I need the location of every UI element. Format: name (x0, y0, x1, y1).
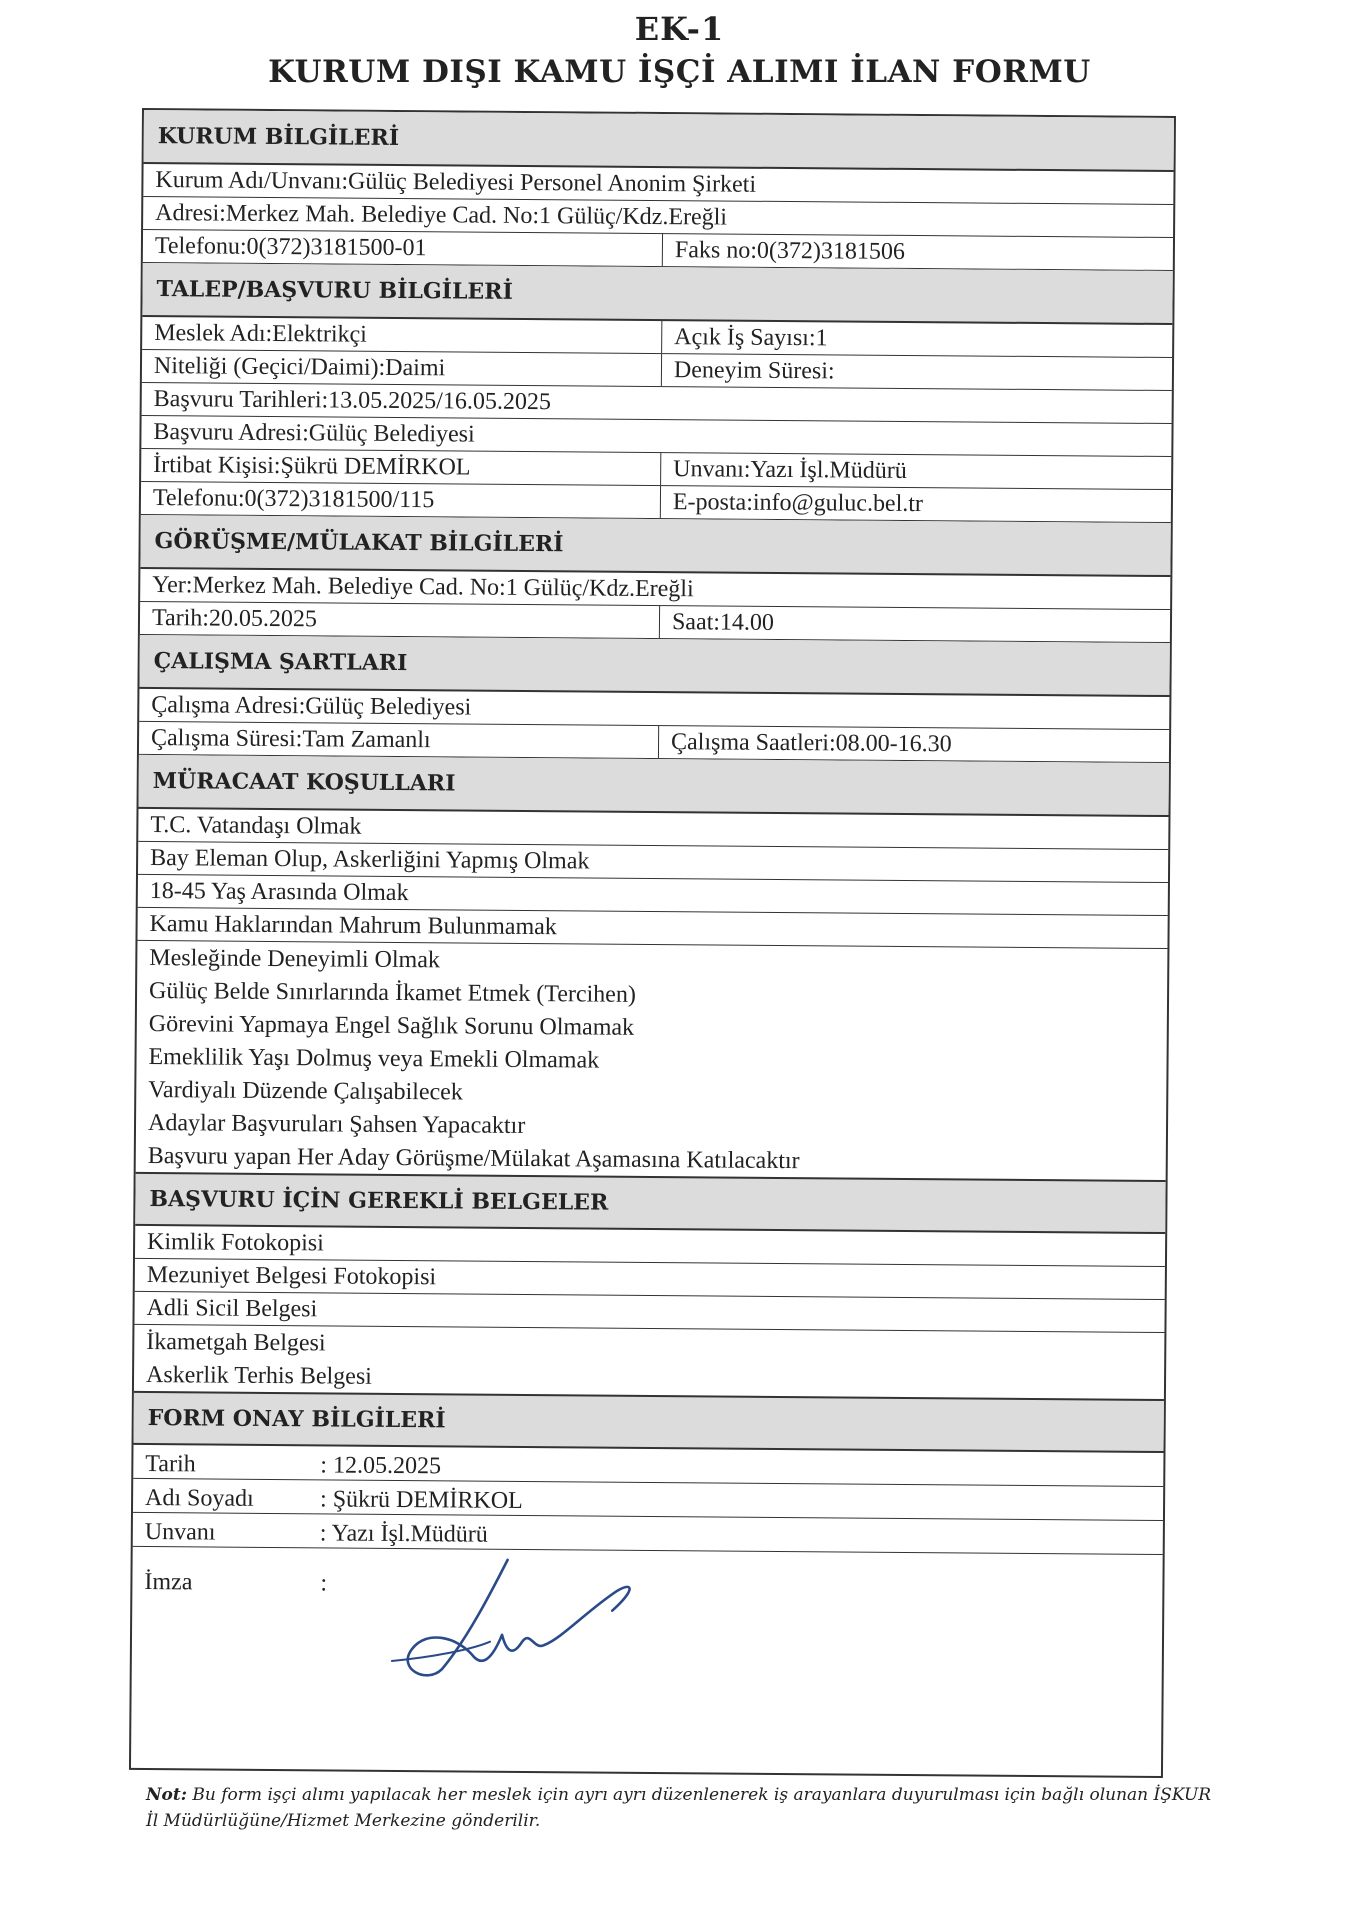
kurum-adi: Kurum Adı/Unvanı:Gülüç Belediyesi Personel Anonim Şirketi (155, 167, 757, 198)
section-talep-title: TALEP/BAŞVURU BİLGİLERİ (142, 263, 1172, 325)
muracaat-item: Bay Eleman Olup, Askerliğini Yapmış Olmak (150, 845, 590, 875)
onay-tarih-value: : 12.05.2025 (320, 1452, 442, 1480)
muracaat-item: 18-45 Yaş Arasında Olmak (149, 878, 409, 907)
calisma-suresi: Çalışma Süresi:Tam Zamanlı (139, 722, 659, 758)
muracaat-item: Vardiyalı Düzende Çalışabilecek (148, 1077, 463, 1106)
onay-unvan-value: : Yazı İşl.Müdürü (319, 1520, 488, 1548)
deneyim-suresi: Deneyim Süresi: (673, 357, 835, 385)
imza-colon: : (320, 1570, 328, 1597)
basvuru-adresi: Başvuru Adresi:Gülüç Belediyesi (153, 419, 475, 448)
belge-item: Adli Sicil Belgesi (146, 1295, 318, 1323)
onay-adsoyad-label: Adı Soyadı (144, 1485, 254, 1512)
muracaat-item: Mesleğinde Deneyimli Olmak (149, 945, 441, 974)
onay-tarih-label: Tarih (145, 1451, 196, 1478)
onay-unvan-label: Unvanı (144, 1519, 216, 1546)
kurum-faks: Faks no:0(372)3181506 (674, 237, 906, 265)
note-label: Not: (146, 1785, 188, 1805)
kurum-telefon: Telefonu:0(372)3181500-01 (143, 230, 663, 266)
talep-telefon: Telefonu:0(372)3181500/115 (141, 482, 661, 518)
imza-label: İmza (144, 1569, 193, 1596)
section-calisma-title: ÇALIŞMA ŞARTLARI (139, 635, 1169, 697)
section-belgeler-title: BAŞVURU İÇİN GEREKLİ BELGELER (135, 1172, 1165, 1234)
basvuru-tarihleri: Başvuru Tarihleri:13.05.2025/16.05.2025 (153, 386, 551, 416)
onay-adsoyad-value: : Şükrü DEMİRKOL (319, 1486, 523, 1514)
header (0, 10, 1359, 90)
muracaat-item: Kamu Haklarından Mahrum Bulunmamak (149, 911, 557, 941)
belge-item: Kimlik Fotokopisi (147, 1229, 324, 1257)
footnote (146, 1782, 1216, 1834)
section-kurum-title: KURUM BİLGİLERİ (144, 110, 1174, 172)
irtibat-kisisi: İrtibat Kişisi:Şükrü DEMİRKOL (141, 449, 661, 485)
muracaat-item: Adaylar Başvuruları Şahsen Yapacaktır (147, 1110, 526, 1139)
muracaat-item: Gülüç Belde Sınırlarında İkamet Etmek (Tercihen) (148, 978, 636, 1008)
section-gorusme-title: GÖRÜŞME/MÜLAKAT BİLGİLERİ (140, 515, 1170, 577)
talep-eposta: E-posta:info@guluc.bel.tr (672, 489, 924, 518)
belge-item: İkametgah Belgesi (146, 1329, 326, 1357)
muracaat-item: Görevini Yapmaya Engel Sağlık Sorunu Olmamak (148, 1011, 635, 1041)
niteligi: Niteliği (Geçici/Daimi):Daimi (142, 350, 662, 386)
annex-label: EK-1 (634, 10, 725, 48)
belge-item: Mezuniyet Belgesi Fotokopisi (146, 1262, 437, 1291)
gorusme-tarih: Tarih:20.05.2025 (140, 602, 660, 638)
muracaat-item: Başvuru yapan Her Aday Görüşme/Mülakat Aşamasına Katılacaktır (147, 1143, 800, 1175)
note-text: Bu form işçi alımı yapılacak her meslek için ayrı ayrı düzenlenerek iş arayanlara duyurulması için bağlı olunan İŞKUR İl Müdürlüğüne/Hizmet Merkezine gönderilir. (146, 1785, 1212, 1831)
announcement-form (129, 108, 1176, 1778)
belge-item: Askerlik Terhis Belgesi (145, 1362, 373, 1390)
acik-is-sayisi: Açık İş Sayısı:1 (674, 324, 828, 352)
page-title: KURUM DIŞI KAMU İŞÇİ ALIMI İLAN FORMU (268, 54, 1091, 90)
muracaat-item: Emeklilik Yaşı Dolmuş veya Emekli Olmamak (148, 1044, 600, 1074)
irtibat-unvani: Unvanı:Yazı İşl.Müdürü (673, 456, 907, 484)
calisma-saatleri: Çalışma Saatleri:08.00-16.30 (670, 729, 952, 758)
muracaat-item: T.C. Vatandaşı Olmak (150, 812, 362, 840)
gorusme-saat: Saat:14.00 (671, 609, 775, 636)
section-onay-title: FORM ONAY BİLGİLERİ (134, 1391, 1164, 1453)
meslek-adi: Meslek Adı:Elektrikçi (142, 317, 662, 353)
kurum-adresi: Adresi:Merkez Mah. Belediye Cad. No:1 Gülüç/Kdz.Ereğli (155, 200, 728, 231)
signature-image (372, 1549, 673, 1681)
section-muracaat-title: MÜRACAAT KOŞULLARI (139, 755, 1169, 817)
row-imza (132, 1547, 1163, 1673)
calisma-adresi: Çalışma Adresi:Gülüç Belediyesi (151, 692, 472, 721)
gorusme-yer: Yer:Merkez Mah. Belediye Cad. No:1 Gülüç/Kdz.Ereğli (152, 572, 694, 603)
